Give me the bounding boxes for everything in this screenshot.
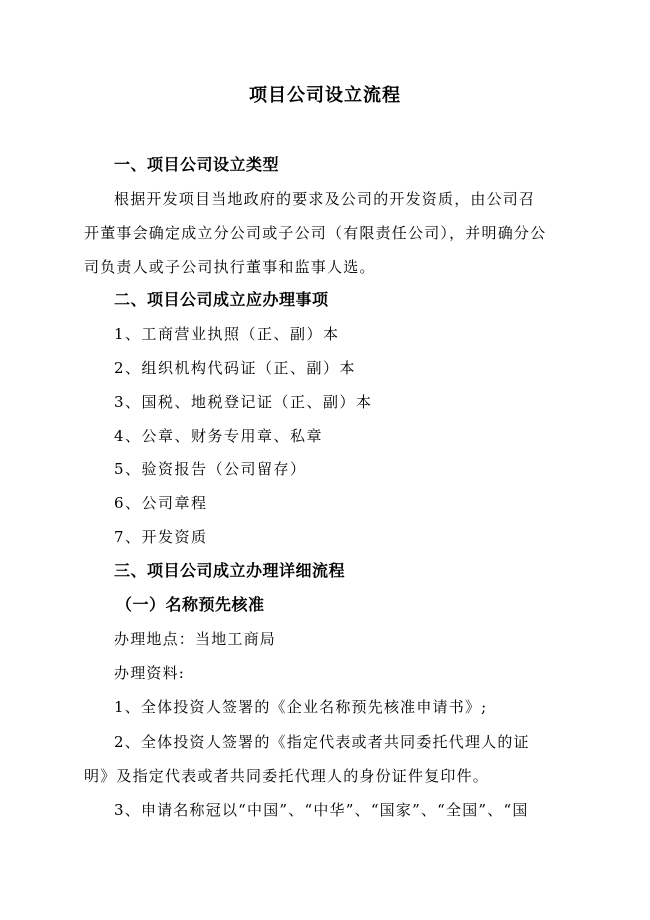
document-title: 项目公司设立流程 [249,85,401,106]
section-1-heading: 一、项目公司设立类型 [114,155,280,174]
list-item: 6、公司章程 [114,494,208,512]
subsection-heading: （一）名称预先核准 [116,595,265,614]
material-3-line-1: 3、申请名称冠以“中国”、“中华”、“国家”、“全国”、“国 [114,801,529,819]
list-item: 2、组织机构代码证（正、副）本 [114,359,357,377]
location-line: 办理地点：当地工商局 [114,630,277,648]
section-1-paragraph-line-2: 开董事会确定成立分公司或子公司（有限责任公司），并明确分公 [84,224,547,242]
section-2-heading: 二、项目公司成立应办理事项 [114,290,329,309]
material-1: 1、全体投资人签署的《企业名称预先核准申请书》; [114,698,488,716]
section-3-heading: 三、项目公司成立办理详细流程 [114,561,346,580]
materials-label: 办理资料: [114,664,186,682]
section-1-paragraph-line-1: 根据开发项目当地政府的要求及公司的开发资质，由公司召 [114,190,536,208]
material-2-line-1: 2、全体投资人签署的《指定代表或者共同委托代理人的证 [114,733,530,751]
list-item: 5、验资报告（公司留存） [114,460,307,478]
material-2-line-2: 明》及指定代表或者共同委托代理人的身份证件复印件。 [84,767,490,785]
list-item: 4、公章、财务专用章、私章 [114,427,324,445]
list-item: 1、工商营业执照（正、副）本 [114,325,340,343]
list-item: 3、国税、地税登记证（正、副）本 [114,393,373,411]
list-item: 7、开发资质 [114,528,208,546]
section-1-paragraph-line-3: 司负责人或子公司执行董事和监事人选。 [84,258,376,276]
